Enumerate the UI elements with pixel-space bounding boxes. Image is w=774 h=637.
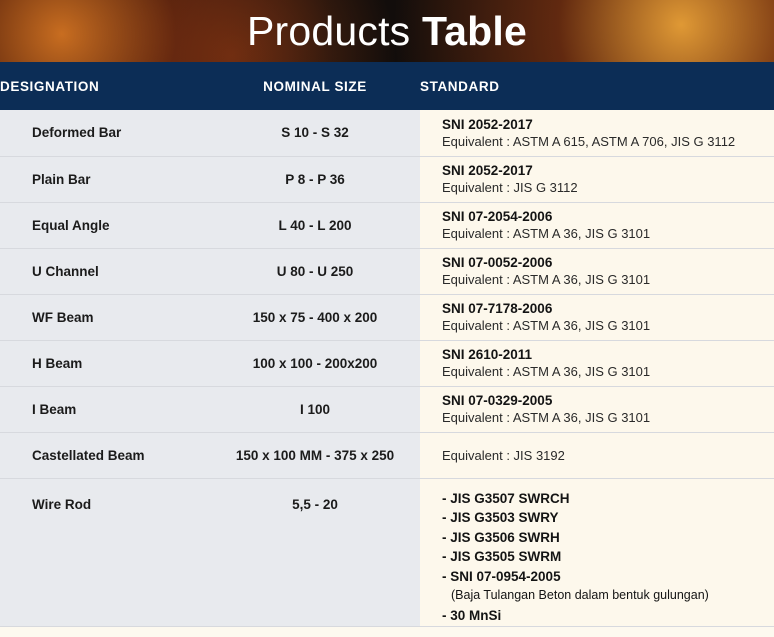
standard-list-item: - JIS G3503 SWRY	[442, 510, 559, 525]
standard-list-item: - SNI 07-0954-2005	[442, 568, 561, 584]
standard-equivalent: Equivalent : ASTM A 36, JIS G 3101	[442, 410, 651, 425]
table-body	[0, 110, 774, 627]
cell-designation: WF Beam	[0, 294, 210, 340]
cell-designation: U Channel	[0, 248, 210, 294]
cell-designation: Wire Rod	[0, 478, 210, 627]
table-row	[0, 156, 774, 202]
cell-nominal-size: 5,5 - 20	[210, 478, 420, 627]
cell-standard	[420, 294, 774, 340]
cell-standard	[420, 156, 774, 202]
standard-list	[442, 489, 764, 626]
cell-standard	[420, 386, 774, 432]
cell-designation: I Beam	[0, 386, 210, 432]
column-header-standard: STANDARD	[420, 62, 774, 110]
cell-nominal-size: 100 x 100 - 200x200	[210, 340, 420, 386]
page-banner	[0, 0, 774, 62]
standard-list-item: - JIS G3506 SWRH	[442, 529, 560, 545]
standard-equivalent: Equivalent : ASTM A 36, JIS G 3101	[442, 364, 651, 379]
standard-equivalent: Equivalent : ASTM A 36, JIS G 3101	[442, 226, 651, 241]
standard-code: SNI 07-2054-2006	[442, 209, 553, 224]
cell-standard	[420, 478, 774, 627]
cell-standard	[420, 248, 774, 294]
standard-list-note: (Baja Tulangan Beton dalam bentuk gulungan)	[451, 588, 709, 602]
standard-list-item: - JIS G3507 SWRCH	[442, 490, 570, 506]
cell-standard	[420, 202, 774, 248]
standard-code: SNI 07-7178-2006	[442, 301, 553, 316]
cell-nominal-size: L 40 - L 200	[210, 202, 420, 248]
cell-designation: H Beam	[0, 340, 210, 386]
cell-nominal-size: 150 x 75 - 400 x 200	[210, 294, 420, 340]
table-row	[0, 386, 774, 432]
standard-equivalent: Equivalent : ASTM A 36, JIS G 3101	[442, 272, 651, 287]
page-title-light: Products	[246, 8, 411, 54]
cell-standard	[420, 340, 774, 386]
cell-designation: Plain Bar	[0, 156, 210, 202]
table-header	[0, 62, 774, 110]
cell-nominal-size: I 100	[210, 386, 420, 432]
standard-equivalent: Equivalent : ASTM A 36, JIS G 3101	[442, 318, 651, 333]
table-row	[0, 248, 774, 294]
standard-code: SNI 07-0329-2005	[442, 393, 553, 408]
table-row	[0, 432, 774, 478]
cell-standard	[420, 110, 774, 156]
cell-designation: Equal Angle	[0, 202, 210, 248]
standard-list-item: - 30 MnSi	[442, 607, 502, 623]
column-header-designation: DESIGNATION	[0, 62, 210, 110]
standard-equivalent: Equivalent : ASTM A 615, ASTM A 706, JIS G 3112	[442, 133, 736, 149]
page-title	[0, 3, 774, 59]
cell-designation: Castellated Beam	[0, 432, 210, 478]
standard-equivalent: Equivalent : JIS G 3112	[442, 180, 578, 195]
cell-nominal-size: P 8 - P 36	[210, 156, 420, 202]
cell-nominal-size: S 10 - S 32	[210, 110, 420, 156]
table-row	[0, 478, 774, 627]
cell-nominal-size: 150 x 100 MM - 375 x 250	[210, 432, 420, 478]
cell-designation: Deformed Bar	[0, 110, 210, 156]
standard-list-item: - JIS G3505 SWRM	[442, 549, 562, 564]
standard-code: SNI 2610-2011	[442, 347, 533, 362]
table-row	[0, 202, 774, 248]
standard-code: SNI 2052-2017	[442, 163, 533, 178]
cell-nominal-size: U 80 - U 250	[210, 248, 420, 294]
table-row	[0, 340, 774, 386]
table-row	[0, 294, 774, 340]
table-header-row	[0, 62, 774, 110]
cell-standard	[420, 432, 774, 478]
page-title-bold: Table	[421, 8, 528, 54]
column-header-nominal-size: NOMINAL SIZE	[210, 62, 420, 110]
table-row	[0, 110, 774, 156]
standard-code: SNI 2052-2017	[442, 116, 533, 132]
standard-equivalent: Equivalent : JIS 3192	[442, 447, 565, 463]
standard-code: SNI 07-0052-2006	[442, 255, 553, 270]
products-table	[0, 62, 774, 627]
